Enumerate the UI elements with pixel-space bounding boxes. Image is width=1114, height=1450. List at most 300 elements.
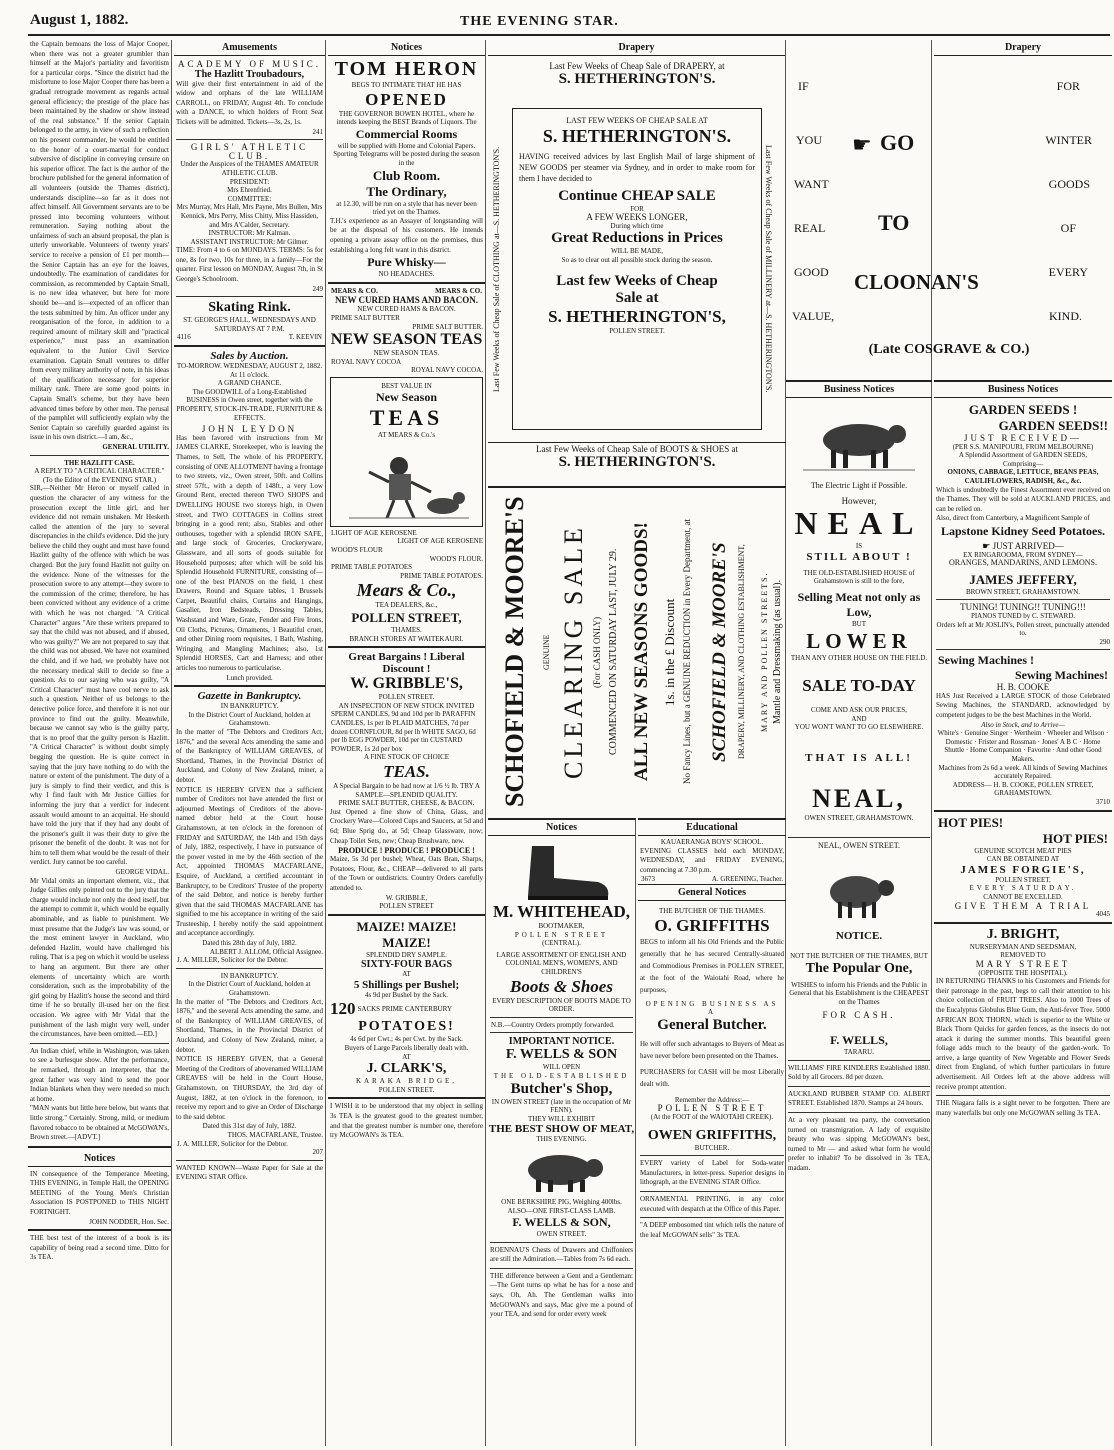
- pollen-street: POLLEN STREET.: [609, 326, 665, 335]
- old-established: THE OLD-ESTABLISHED: [493, 1071, 630, 1080]
- word-to: TO: [878, 210, 910, 235]
- article-military: the Captain bemoans the loss of Major Cooper, when there was not a greater grumbler than himself at the Major's partiality and favoritism for a particular corps. "Since the district had the misfortune to lose Major Cooper there has been a gradual retrograde movement as regards actual general efficiency; the prestige of the place has been maintained by the shadow or show instead of the real substance." If the senior Captain belonged to the army, in view of such a reflection on his present commander, he would be entitled to the honor of a court-martial for conduct subversive of discipline in conveying censure on his superior officer. The fact is the author of the brochure published for the general information of all volunteers (outside the Thames district), understands discipline—so far as it does not affect himself. All Government servants are to be pressed into becoming volunteers without remuneration. Saying nothing about the unfairness of such an absurd proposal, the plan is utterly unworkable. Volunteers of twenty years' service to receive a pension of £1 per month—the Senior Captain has an eye for the loaves, undoubtedly. The examination of candidates for commission, as recommended by Captain Small, is no new idea whatever, but here for more should be—and is—expected of an officer than the tests submitted by him. An officer under any reorganisation of the force, in addition to a required amount of military skill and "practical experience," must pass an examination equivalent to the Junior Civil Service examination. Captain Small ventures to differ from every military authority of note, in his ideas of the qualification necessary for superior military rank. There are some good points in Captain Small's scheme, but they have been advanced times before by other men. The perusal of the pamphlet will sufficiently explain why the Senior Captain so carefully guarded against its issue in his own district.—I am, &c.,: [30, 40, 169, 442]
- club-room: Club Room.: [372, 167, 441, 183]
- also-in-stock: Also in Stock, and to Arrive—: [981, 720, 1065, 729]
- sch-band-2: [542, 492, 556, 812]
- boy-with-dog-illustration: [339, 452, 479, 522]
- special-bargain: A Special Bargain to be had now at 1/6 ½ lb. TRY A SAMPLE—SPLENDID QUALITY.: [333, 781, 480, 799]
- come-ask: COME AND ASK OUR PRICES,: [811, 706, 907, 715]
- section-header-business: Business Notices: [786, 382, 932, 398]
- business-notices-left: [786, 380, 932, 1446]
- lower-big: LOWER: [806, 628, 912, 653]
- griffiths-body: BEGS to inform all his Old Friends and the Public generally that he has secured Centrally-situated and Commodious Premises in POLLEN STREET, at the foot of the Waiotahi Road, where he purposes,: [640, 937, 784, 994]
- sch-genuine: GENUINE: [542, 634, 551, 670]
- cloonans-right-words: [934, 64, 1112, 364]
- sacks-count: 120: [330, 999, 356, 1019]
- garden-seeds-2: GARDEN SEEDS!!: [998, 418, 1108, 433]
- sch-band-4: [592, 492, 608, 812]
- mears-co-title: Mears & Co.,: [356, 580, 457, 601]
- flour-line: WOOD'S FLOUR: [331, 546, 383, 555]
- electric-light: The Electric Light if Possible.: [810, 481, 908, 490]
- not-the-butcher: NOT THE BUTCHER OF THE THAMES, BUT: [790, 952, 928, 961]
- owen-griffiths: OWEN GRIFFITHS,: [647, 1127, 777, 1143]
- ad-number: 3710: [1096, 798, 1110, 806]
- for-label: FOR: [630, 204, 644, 213]
- divider: [176, 296, 323, 297]
- cannot-be-excelled: CANNOT BE EXCELLED.: [983, 892, 1063, 901]
- bankruptcy-court: In the District Court of Auckland, holden at Grahamstown.: [188, 980, 311, 998]
- boots-line: Last Few Weeks of Cheap Sale of BOOTS & SHOES at: [535, 444, 739, 454]
- schofield-moore-ad: [488, 486, 786, 816]
- wishes-text: WISHES to inform his Friends and the Public in General that his Establishment is the CHEAPEST on the Thames: [789, 980, 929, 1006]
- ad-number: 4045: [1096, 910, 1110, 919]
- word-of: OF: [1060, 221, 1076, 235]
- than-any: THAN ANY OTHER HOUSE ON THE FIELD.: [790, 653, 928, 662]
- divider: [788, 1060, 930, 1061]
- garden-seeds: GARDEN SEEDS !: [968, 402, 1078, 417]
- divider: [640, 1191, 784, 1192]
- sch-fancy: No Fancy Lines, but a GENUINE REDUCTION in Every Department, at: [682, 519, 692, 785]
- divider: [490, 1268, 633, 1269]
- sch-band-5: [608, 492, 626, 812]
- solicitor: J. A. MILLER, Solicitor for the Debtor.: [177, 956, 288, 965]
- will-open: WILL OPEN: [542, 1063, 581, 1072]
- word-go: GO: [880, 130, 915, 155]
- divider: [28, 1146, 171, 1148]
- divider: [328, 646, 485, 648]
- inner-top-line: LAST FEW WEEKS OF CHEAP SALE AT: [566, 116, 708, 125]
- skating-footer: [177, 333, 322, 342]
- at-mears: AT MEARS & Co.'s: [377, 431, 436, 440]
- ex-ship: EX RINGAROOMA, FROM SYDNEY—: [963, 550, 1083, 559]
- tom-heron-hotel: THE GOVERNOR BOWEN HOTEL, where he intends keeping the BEST Brands of Liquors. The: [336, 109, 477, 127]
- divider: [328, 282, 485, 284]
- signature-vidal: GEORGE VIDAL.: [115, 868, 169, 877]
- karaka-street: POLLEN STREET.: [378, 1085, 435, 1094]
- great-reductions: Great Reductions in Prices: [551, 230, 723, 247]
- column-drapery: [488, 40, 786, 1446]
- heading-hazlitt-case: THE HAZLITT CASE.: [64, 458, 135, 467]
- divider: [934, 810, 1112, 812]
- auction-body: The GOODWILL of a Long-Established BUSINESS in Owen street, together with the PROPERTY, STOCK-IN-TRADE, FURNITURE & EFFECTS.: [176, 387, 323, 422]
- divider: [176, 968, 323, 969]
- word-you: YOU: [796, 133, 822, 147]
- every-description: EVERY DESCRIPTION OF BOOTS MADE TO ORDER.: [492, 996, 631, 1014]
- issue-date: August 1, 1882.: [30, 12, 129, 28]
- old-house: THE OLD-ESTABLISHED HOUSE of Grahamstown is still to the fore,: [803, 568, 915, 586]
- auction-date: TO-MORROW. WEDNESDAY, AUGUST 2, 1882.: [176, 362, 323, 371]
- sch-band-11: [760, 492, 772, 812]
- masthead: [0, 0, 1114, 40]
- price-list: SPERM CANDLES, 9d and 10d per lb PARAFFIN CANDLES, 1s per lb PLAID MATCHES, 7d per dozen CORNFLOUR, 8d per lb WHITE SAGO, 6d per lb EGG POWDER, 10d per tin CUSTARD POWDER, 1s 2d per box: [331, 710, 476, 753]
- f-wells: F. WELLS,: [830, 1033, 888, 1048]
- neal-owen: NEAL, OWEN STREET.: [817, 840, 901, 850]
- clothing-vertical-text: Last Few Weeks of Cheap Sale of CLOTHING at—S. HETHERINGTON'S.: [492, 146, 501, 392]
- ad-number: 290: [1099, 637, 1110, 646]
- flour-line-2: WOOD'S FLOUR.: [429, 554, 483, 563]
- gribble-title: W. GRIBBLE'S,: [350, 675, 463, 693]
- commercial-rooms: Commercial Rooms: [355, 126, 458, 141]
- sch-band-9: [706, 492, 736, 812]
- divider: [328, 1097, 485, 1099]
- maize-heading: MAIZE! MAIZE!: [356, 918, 457, 934]
- hot-pies: HOT PIES!: [938, 814, 1004, 830]
- gribble-street: POLLEN STREET.: [378, 693, 435, 702]
- word-want: WANT: [794, 177, 829, 191]
- hb-cooke: H. B. COOKE: [996, 682, 1050, 693]
- hams-heading: NEW CURED HAMS AND BACON.: [334, 295, 479, 306]
- sch-title: SCHOFIELD & MOORE'S: [500, 496, 529, 808]
- foot-of-creek: (At the FOOT of the WAIOTAHI CREEK).: [650, 1112, 774, 1121]
- sch-cash: (For CASH ONLY): [592, 616, 602, 688]
- for-cash: FOR CASH.: [822, 1009, 896, 1020]
- opposite-hospital: (OPPOSITE THE HOSPITAL).: [978, 968, 1068, 977]
- divider: [936, 649, 1110, 650]
- teas-heading: TEAS.: [383, 761, 430, 781]
- teas-big: TEAS: [369, 405, 444, 431]
- inner-body: HAVING received advices by last English Mail of large shipment of NEW GOODS per steamer via Sydney, and in order to make room for them I have decided to: [519, 151, 755, 183]
- pointing-hand-icon: ☛: [852, 132, 872, 157]
- will-be-made: WILL BE MADE,: [610, 247, 664, 256]
- sch-band-6: [626, 492, 660, 812]
- berkshire-pig: ONE BERKSHIRE PIG, Weighing 400lbs.: [501, 1197, 622, 1206]
- last-few-weeks: Last few Weeks of Cheap: [556, 272, 718, 289]
- pianos-tuned: PIANOS TUNED by C. STEWARD.: [970, 611, 1076, 620]
- committee-label: COMMITTEE:: [227, 194, 272, 203]
- section-header-educational: Educational: [638, 820, 786, 836]
- nurseryman: NURSERYMAN AND SEEDSMAN,: [969, 942, 1077, 951]
- prime-butter: PRIME SALT BUTTER, CHEESE, & BACON.: [338, 799, 475, 808]
- signature-general-utility: GENERAL UTILITY.: [102, 442, 169, 451]
- sch-band-7: [662, 492, 682, 812]
- late-cosgrave: (Late COSGRAVE & CO.): [868, 342, 1030, 357]
- five-shillings: 5 Shillings per Bushel;: [353, 978, 460, 991]
- word-good: GOOD: [794, 265, 829, 279]
- boots-strip: [488, 442, 786, 484]
- just-arrived: [936, 542, 1110, 551]
- karaka-bridge: KARAKA BRIDGE,: [355, 1077, 458, 1086]
- sale-today: SALE TO-DAY: [802, 676, 916, 696]
- china-notice: Just Opened a fine show of China, Glass, and Crockery Ware—Colored Cups and Saucers, at 5d and 6d; Blue Sprig do., at 5d; Cheap Glassware, now; Cheap Toilet Sets, new; Cheap Brushware, new.: [330, 807, 483, 845]
- lunch-note: Lunch provided.: [226, 673, 273, 682]
- clear-out: So as to clear out all possible stock during the season.: [561, 255, 713, 264]
- solicitor: J. A. MILLER, Solicitor for the Debtor.: [177, 1139, 288, 1148]
- pointing-hand-icon: ☛: [982, 540, 993, 551]
- butchers-shop: Butcher's Shop,: [510, 1080, 613, 1097]
- sixty-four-bags: SIXTY-FOUR BAGS: [360, 959, 453, 971]
- griffiths-title: O. GRIFFITHS: [654, 915, 770, 935]
- pure-whisky: Pure Whisky—: [367, 255, 446, 270]
- article-hazlitt: SIR,—Neither Mr Heron or myself called in question the character of any witness for the prosecution except the little girl, and her evidence did not remain unshaken. Mr Hesketh called the attention of the jury to several discrepancies in the child's evidence. Did the jury believe the child they ought and must have found Hazlitt guilty of the offence with which he was charged. But the jury found Hazlitt not guilty on the evidence. None of the witnesses for the prosecution swore to any attempt—they swore to the commission of the crime; therefore, he has been convicted without any evidence of a crime with which he was not charged. "A Critical Character" argues "Are these writers prepared to say that the child was not abused, and if abused, who was guilty?" We are not prepared to say that the child was not abused. We have not examined the child, and if we had, we probably have not the necessary medical skill to decide so fine a question. As to our saying who was guilty, "A Critical Character" must have cool nerve to ask such a question. Neither of us belongs to the detective police force, and therefore it is not our province to find out the guilty. Meanwhile, because we cannot say who is the guilty party, that is no proof that the guilty person is Hazlitt. "A Critical Character" is without doubt simply begging the question. He is quite correct in saying that the jury have nothing to do with the nature or extent of the punishment. The duty of a jury is simply to find their verdict, and this is why I find fault with Mr Justice Gillies for informing the jury that a verdict for indecent assault would amount to an acquittal. He should have told the jury that if they had any doubt of the prisoner's guilt it was their duty to give the prisoner the benefit of the doubt. It was not for him to tell them what would be the result of their verdict. Jury cannot be too careful.: [30, 484, 169, 867]
- sacks-line: [330, 999, 483, 1019]
- bright-body: IN RETURNING THANKS to his Customers and Friends for their patronage in the past, begs to call their attention to his choice collection of FRUIT TREES. Also to 1000 Trees of the Eucalyptus Globulus Blue Gum, the Anti-fever Tree. 5000 AFRICAN BOX THORN, which is superior to the White or Black Thorn Quicks for garden fences, as the insects do not attack it during the summer months. This beautiful green foliage adds much to the beauty of the garden-work. To arrive, a large quantity of New Vegetable and Flower Seeds direct from England, of which further particulars in future advertisement. All Orders left at the above address will receive prompt attention.: [936, 977, 1110, 1091]
- niagara-filler: THE Niagara falls is a sight never to be forgotten. There are many waterfalls but only one McGOWAN selling 3s TEA.: [936, 1099, 1110, 1117]
- word-winter: WINTER: [1045, 133, 1092, 147]
- tint-filler: "A DEEP embosomed tint which tells the nature of the leaf McGOWAN sells" 3s TEA.: [640, 1221, 784, 1239]
- hams-sub: NEW CURED HAMS & BACON.: [357, 305, 456, 314]
- divider: [934, 922, 1112, 924]
- word-for: FOR: [1056, 79, 1080, 93]
- opened-heading: OPENED: [365, 89, 448, 109]
- just-received: JUST RECEIVED—: [963, 433, 1083, 443]
- sch-drapery: DRAPERY, MILLINERY, AND CLOTHING ESTABLISHMENT,: [737, 544, 746, 760]
- section-header-amusements: Amusements: [174, 40, 325, 56]
- seed-list: ONIONS, CABBAGE, LETTUCE, BEANS PEAS, CAULIFLOWERS, RADISH, &c., &c.: [947, 468, 1099, 485]
- clark-title: J. CLARK'S,: [366, 1061, 447, 1077]
- purchasers-text: PURCHASERS for CASH will be most Liberally dealt with.: [640, 1067, 784, 1088]
- offer-text: He will offer such advantages to Buyers of Meat as have never before been presented on the Thames.: [640, 1039, 784, 1060]
- auction-details: Has been favored with instructions from Mr JAMES CLARKE, Storekeeper, who is leaving the Thames, to Sell, The whole of his PROPERTY, consisting of ONE ALLOTMENT having a frontage to two streets, viz., Owen street, 50ft. and Collins street 57ft., with a depth of 148ft., a very Low Ground Rent, erected thereon TWO SHOPS and DWELLING HOUSE two storeys high, in Owen street, and TWO COTTAGES in Collins street bringing in a good rent; also, Stables and other outhouses, together with a splendid IRON SAFE, and large stock of Groceries, Crockeryware, Glassware, and all sorts of goods suitable for Household purposes; after which will be sold his Splendid Household FURNITURE, consisting of—one of the best PIANOS on the field, 1 chest Drawers, Round and Square tables, 1 Brussels Carpet, Beautiful chairs, Curtains and Hangings, Gasalier, Iron Bedsteads, Dressing Tables, Washstand and Ware, Grate, Fender and Fire Irons, Oil Cloths, Pictures, Ornaments, 1 Beautiful cruet, and other Dining room requisites, 1 Bath, Washing, Wringing and Mangling Machines; also, 1st Splendid HORSES, Cart and Harness; and other articles too numerous to particularise.: [176, 433, 323, 673]
- sch-name: SCHOFIELD & MOORE'S: [709, 542, 730, 762]
- canterbury: Also, direct from Canterbury, a Magnificent Sample of: [936, 514, 1090, 523]
- bankruptcy-title: IN BANKRUPTCY.: [220, 971, 279, 980]
- brown-street: BROWN STREET, GRAHAMSTOWN.: [965, 587, 1081, 596]
- divider: [174, 345, 325, 347]
- subheading-reply: A REPLY TO "A CRITICAL CHARACTER." (To the Editor of the EVENING STAR.): [34, 467, 165, 484]
- whitehead-street: POLLEN STREET: [514, 930, 609, 939]
- butter-line: PRIME SALT BUTTER: [331, 313, 400, 322]
- hot-pies-2: HOT PIES!: [1042, 830, 1108, 846]
- sch-band-10: [736, 492, 760, 812]
- just-arrived-label: JUST ARRIVED—: [992, 540, 1064, 551]
- section-header-business-2: Business Notices: [934, 382, 1112, 398]
- hetherington-name-3: S. HETHERINGTON'S,: [548, 306, 726, 326]
- divider: [30, 455, 169, 456]
- divider: [176, 1160, 323, 1161]
- produce-body: Maize, 5s 3d per bushel; Wheat, Oats Bran, Sharps, Potatoes, Flour, &c., CHEAP—delivered to all parts of the Town or outdistricts. Country Orders carefully attended to.: [330, 855, 483, 892]
- boots-shoes: Boots & Shoes: [510, 976, 613, 996]
- is-label: IS: [855, 542, 863, 551]
- remember-address: Remember the Address:—: [674, 1095, 750, 1104]
- mary-street: MARY STREET: [975, 958, 1071, 969]
- word-goods: GOODS: [1048, 177, 1090, 191]
- removed-to: REMOVED TO: [1000, 951, 1046, 960]
- auction-time: At 11 o'clock.: [230, 370, 269, 379]
- owen-street-grahamstown: OWEN STREET, GRAHAMSTOWN.: [804, 813, 914, 822]
- divider: [30, 1043, 169, 1044]
- inspection: AN INSPECTION OF NEW STOCK INVITED: [338, 701, 475, 710]
- assistant-instructor: ASSISTANT INSTRUCTOR: Mr Gilmer.: [190, 237, 309, 246]
- gazette-heading: Gazette in Bankruptcy.: [197, 690, 302, 703]
- ad-number: 3673: [641, 875, 655, 884]
- teacher-signature: A. GREENING, Teacher.: [711, 875, 783, 884]
- millinery-vertical-band: [764, 108, 782, 430]
- bootmaker: BOOTMAKER,: [538, 922, 585, 930]
- tuning-heading: TUNING! TUNING!! TUNING!!!: [960, 602, 1086, 613]
- divider: [788, 1112, 930, 1113]
- bankruptcy-court: In the District Court of Auckland, holden at Grahamstown.: [188, 710, 311, 728]
- bankruptcy-notice: NOTICE IS HEREBY GIVEN, that a General Meeting of the Creditors of abovenamed WILLIAM GREAVES will be held in the Court House, Grahamstown, on THURSDAY, the 3rd day of August, 1882, at ten o'clock in the forenoon, to receive my report and to give an Order of Discharge to the said debtor.: [176, 1055, 323, 1121]
- gribble-name: W. GRIBBLE,: [385, 893, 428, 902]
- column-notices: [328, 40, 486, 1446]
- joslin-orders: Orders left at Mr JOSLIN's, Pollen street, punctually attended to.: [936, 620, 1110, 638]
- sheep-illustration: [814, 866, 904, 922]
- drapery-line: Last Few Weeks of Cheap Sale of DRAPERY, at: [549, 61, 725, 71]
- best-value: BEST VALUE IN: [381, 381, 432, 390]
- divider: [176, 139, 323, 140]
- this-evening: THIS EVENING.: [536, 1135, 587, 1144]
- newspaper-title: THE EVENING STAR.: [460, 14, 619, 29]
- cooke-address: ADDRESS— H. B. COOKE, POLLEN STREET, GRAHAMSTOWN.: [952, 780, 1094, 798]
- committee-names: Mrs Murray, Mrs Hall, Mrs Payne, Mrs Bullen, Mrs Kennick, Mrs Perry, Miss Chitty, Miss Hassiden, and Mrs A'Calder, Secretary.: [176, 203, 323, 229]
- auctioneer-name: JOHN LEYDON: [201, 424, 298, 435]
- first-class-lamb: ALSO—ONE FIRST-CLASS LAMB.: [507, 1206, 616, 1215]
- hetherington-name: S. HETHERINGTON'S.: [558, 70, 716, 87]
- instructor: INSTRUCTOR: Mr Kalman.: [208, 229, 291, 238]
- roennau-notice: ROENNAU'S Chests of Drawers and Chiffoniers are still the Admiration.—Tables from 7s 6d each.: [490, 1245, 633, 1264]
- machine-makes: White's · Genuine Singer · Wertheim · Wheeler and Wilson · Domestic · Frister and Rossman · Jones' A B C · Home Shuttle · Home Companion · Favorite · And other Good Makers.: [937, 729, 1109, 764]
- ordinary-heading: The Ordinary,: [366, 183, 447, 199]
- hetherington-ad: [488, 62, 786, 442]
- cocoa-line: ROYAL NAVY COCOA: [331, 357, 402, 366]
- wells-son: F. WELLS & SON: [505, 1047, 618, 1063]
- section-header-drapery: Drapery: [488, 40, 785, 56]
- bankruptcy-matter: In the matter of "The Debtors and Creditors Act, 1876," and the several Acts amending the same, and of the Bankruptcy of WILLIAM GREAVES, of Shortland, Thames, in the Provincial District of Auckland, and Colony of New Zealand, miner, a debtor.: [176, 997, 323, 1054]
- tom-heron-intro: BEGS TO INTIMATE THAT HE HAS: [351, 81, 462, 89]
- article-indian-chief: An Indian chief, while in Washington, was taken to see a burlesque show. After the performance, he remarked, through an interpreter, that the great father was very kind to send the poor Indian blankets when they were needed so much at home.: [30, 1046, 169, 1103]
- whitehead-title: M. WHITEHEAD,: [492, 902, 631, 921]
- important-notice: IMPORTANT NOTICE.: [508, 1036, 615, 1048]
- teas-illustration-box: [330, 377, 483, 527]
- notices-lower-left: [488, 818, 636, 1446]
- boot-illustration: [502, 842, 622, 902]
- skating-body: ST. GEORGE'S HALL, WEDNESDAYS AND SATURDAYS AT 7 P.M.: [183, 316, 316, 333]
- machines-price: Machines from 2s 6d a week. All kinds of Sewing Machines accurately Repaired.: [938, 763, 1108, 781]
- still-about: STILL ABOUT !: [806, 550, 912, 563]
- neal-2: NEAL,: [812, 783, 906, 813]
- notice-temperance: IN consequence of the Temperance Meeting, THIS EVENING, in Temple Hall, the OPENING MEETING of the Young Men's Christian Association IS POSTPONED to THIS NIGHT FORTNIGHT.: [30, 1169, 169, 1217]
- forgie-street: POLLEN STREET,: [995, 875, 1051, 884]
- potatoes-line-2: PRIME TABLE POTATOES.: [400, 571, 483, 580]
- new-season-teas: NEW SEASON TEAS: [330, 331, 483, 349]
- article-editor-note: Mr Vidal omits an important element, viz., that Judge Gillies only pointed out to the jury that the charge would include not only the deed itself, but the attempt to commit it, which would be equally abominable, and as liable to punishment. We must presume that the Judge's law was sound, or the most eminent lawyer in Auckland, who defended Hazlitt, would have challenged his ruling. That is a peg on which it would be useless to hang an argument. But there are other elements of uncertainty which are worth consideration, such as the improbability of the girl going by Hazlitt's house the second and third time if he so brutally ill-used her on the first occasion. We agree with Mr Vidal that the punishment of the lash might very well, under the circumstances, have been omitted.—ED.]: [30, 876, 169, 1039]
- comprising: Comprising—: [1002, 459, 1044, 468]
- word-real: REAL: [794, 221, 826, 235]
- section-header-notices: Notices: [28, 1151, 171, 1167]
- butcher-label: BUTCHER.: [694, 1143, 730, 1152]
- sch-band-8: [682, 492, 706, 812]
- maize-heading-2: MAIZE!: [382, 934, 431, 950]
- at-label-2: AT: [402, 1052, 411, 1061]
- sewing-machines-2: Sewing Machines!: [1015, 668, 1108, 683]
- sch-commenced: COMMENCED ON SATURDAY LAST, JULY 29.: [608, 548, 619, 756]
- notice-date: Dated this 28th day of July, 1882.: [202, 939, 297, 948]
- mears-header: [331, 287, 482, 296]
- masthead-rule: [28, 34, 1110, 36]
- president-label: PRESIDENT:: [229, 177, 270, 186]
- per-bushel: 4s 9d per Bushel by the Sack.: [364, 990, 448, 999]
- president-name: Mrs Ehrenfried.: [227, 186, 272, 195]
- tararu: TARARU.: [844, 1048, 874, 1057]
- clothing-vertical-band: [492, 108, 510, 430]
- divider: [490, 1242, 633, 1243]
- give-trial: GIVE THEM A TRIAL: [954, 900, 1092, 911]
- per-ship: (PER S.S. MANIPOURI, FROM MELBOURNE): [952, 442, 1094, 451]
- word-kind: KIND.: [1049, 309, 1082, 323]
- finest-assortment: Which is undoubtedly the Finest Assortment ever received on the Thames. They will be sold at AUCKLAND PRICES, and can be relied on.: [936, 485, 1110, 513]
- spacer-header: [786, 40, 931, 55]
- scotch-pies: GENUINE SCOTCH MEAT PIES: [974, 846, 1072, 855]
- butter-line-2: PRIME SALT BUTTER.: [412, 322, 483, 331]
- inner-name: S. HETHERINGTON'S.: [542, 125, 732, 146]
- potatoes-heading: POTATOES!: [358, 1019, 455, 1035]
- bankruptcy-notice: NOTICE IS HEREBY GIVEN that a sufficient number of Creditors not have attended the first or adjourned Meetings of Creditors of the above-named debtor held at the Court house Grahamstown, at ten o'clock in the forenoon of FRIDAY and SATURDAY, the 14th and 15th days of July, 1882, respectively, I have in pursuance of the power vested in me by the 46th section of the Act, appointed THOMAS MACFARLANE, Esquire, of Auckland, a certified accountant in Bankruptcy, to be Creditors' Trustee of the property of the said Debtor, and notice is hereby further given that the said THOMAS MACFARLANE has signified to me his acceptance in writing of the said Trusteeship, I hereby notify the said appointment and acceptance accordingly.: [176, 785, 323, 938]
- girls-club-body: Under the Auspices of the THAMES AMATEUR ATHLETIC CLUB.: [180, 160, 319, 177]
- you-wont: YOU WON'T WANT TO GO ELSEWHERE.: [794, 723, 924, 732]
- kauaeranga-school: KAUAERANGA BOYS' SCHOOL.: [660, 838, 764, 846]
- thames-label: THAMES.: [391, 626, 422, 635]
- tea-party-filler: At a very pleasant tea party, the conversation turned on transmigration. A lady of exquisite beauty who was sipping McGOWAN's best, turned to Mr — and asked what form he would prefer to inhabit? To be dissolved in 3s TEA, madam.: [788, 1116, 930, 1173]
- boots-name: S. HETHERINGTON'S.: [558, 453, 716, 470]
- educational-general: [638, 818, 786, 1446]
- academy-title: ACADEMY OF MUSIC.: [178, 59, 321, 69]
- sch-band-1: [490, 492, 542, 812]
- branch-stores: BRANCH STORES AT WAITEKAURI.: [349, 634, 464, 643]
- skating-signature: T. KEEVIN: [288, 333, 322, 342]
- sch-band-3: [556, 492, 592, 812]
- popular-one: The Popular One,: [805, 960, 913, 976]
- ad-number: 241: [312, 127, 323, 136]
- sewing-body: HAS Just Received a LARGE STOCK of those Celebrated Sewing Machines, the STANDARD, acknowledged by competent judges to be the best Machines in the World.: [936, 691, 1110, 720]
- best-show: THE BEST SHOW OF MEAT,: [488, 1123, 635, 1136]
- new-season-label: New Season: [375, 390, 437, 405]
- printing-notice: ORNAMENTAL PRINTING, in any color executed with despatch at the Office of this Paper.: [640, 1194, 784, 1213]
- evening-classes: EVENING CLASSES held each MONDAY, WEDNESDAY, and FRIDAY EVENING, commencing at 7.30 p.m.: [640, 846, 784, 874]
- and-label: AND: [851, 714, 867, 723]
- article-tobacco: "MAN wants but little here below, but wants that little strong." Certainly. Strong, mild, or medium flavored tobacco to be obtained at McGOWAN's, Brown street.—[ADVT.]: [30, 1104, 169, 1142]
- ad-number: 4116: [177, 333, 191, 342]
- divider: [788, 1086, 930, 1087]
- auction-subtitle: A GRAND CHANCE.: [217, 379, 282, 388]
- mears-label-left: MEARS & CO.: [331, 286, 378, 295]
- kerosene-line: LIGHT OF AGE KEROSENE: [331, 528, 417, 537]
- divider: [936, 1095, 1110, 1096]
- new-season-teas-sub: NEW SEASON TEAS.: [373, 349, 440, 358]
- general-butcher: General Butcher.: [657, 1016, 767, 1033]
- splendid-assortment: A Splendid Assortment of GARDEN SEEDS,: [958, 451, 1088, 460]
- that-is-all: THAT IS ALL!: [805, 751, 913, 764]
- owen-street-note: IN OWEN STREET (late in the occupation of Mr FENN).: [491, 1097, 632, 1115]
- filler-mcgowan: I WISH it to be understood that my object in selling 3s TEA is the greatest good to the greatest number, and that the greatest number is number one, therefore try McGOWAN's 3s TEA.: [330, 1102, 483, 1140]
- mears-label-right: MEARS & CO.: [435, 286, 482, 295]
- ad-number: 207: [312, 1148, 323, 1157]
- label-notice: EVERY variety of Label for Soda-water Manufacturers, in letter-press. Superior designs in lithograph, at the EVENING STAR Office.: [640, 1159, 784, 1187]
- continue-cheap-sale: Continue CHEAP SALE: [558, 187, 716, 204]
- produce-heading: PRODUCE ! PRODUCE ! PRODUCE !: [338, 846, 475, 856]
- large-assortment: LARGE ASSORTMENT OF ENGLISH AND COLONIAL MEN'S, WOMEN'S, AND CHILDREN'S: [496, 950, 627, 976]
- divider: [490, 1032, 633, 1033]
- divider: [28, 1229, 171, 1231]
- word-value: VALUE,: [792, 309, 835, 323]
- fruit-list: ORANGES, MANDARINS, AND LEMONS.: [948, 558, 1097, 568]
- sch-band-12: [772, 492, 786, 812]
- divider: [174, 685, 325, 687]
- fire-kindlers: WILLIAMS' FIRE KINDLERS Established 1880. Sold by all Grocers. 8d per dozen.: [788, 1063, 930, 1082]
- tea-dealers: TEA DEALERS, &c.,: [375, 601, 438, 610]
- however: However,: [841, 495, 877, 506]
- butcher-of-thames: THE BUTCHER OF THE THAMES.: [658, 906, 766, 915]
- word-every: EVERY: [1048, 265, 1088, 279]
- divider: [328, 914, 485, 916]
- filler-best-test: THE best test of the interest of a book is its capability of being read a second time. Ditto for 3s TEA.: [30, 1234, 169, 1262]
- sch-clearing: CLEARING SALE: [559, 524, 588, 780]
- academy-subtitle: The Hazlitt Troubadours,: [194, 68, 305, 80]
- owen-street: OWEN STREET.: [536, 1230, 587, 1239]
- kerosene-line-2: LIGHT OF AGE KEROSENE: [397, 537, 483, 546]
- country-orders: N.B.—Country Orders promptly forwarded.: [491, 1020, 615, 1029]
- sch-all-new: ALL NEW SEASONS GOODS!: [631, 522, 652, 782]
- section-header-general: General Notices: [638, 884, 786, 901]
